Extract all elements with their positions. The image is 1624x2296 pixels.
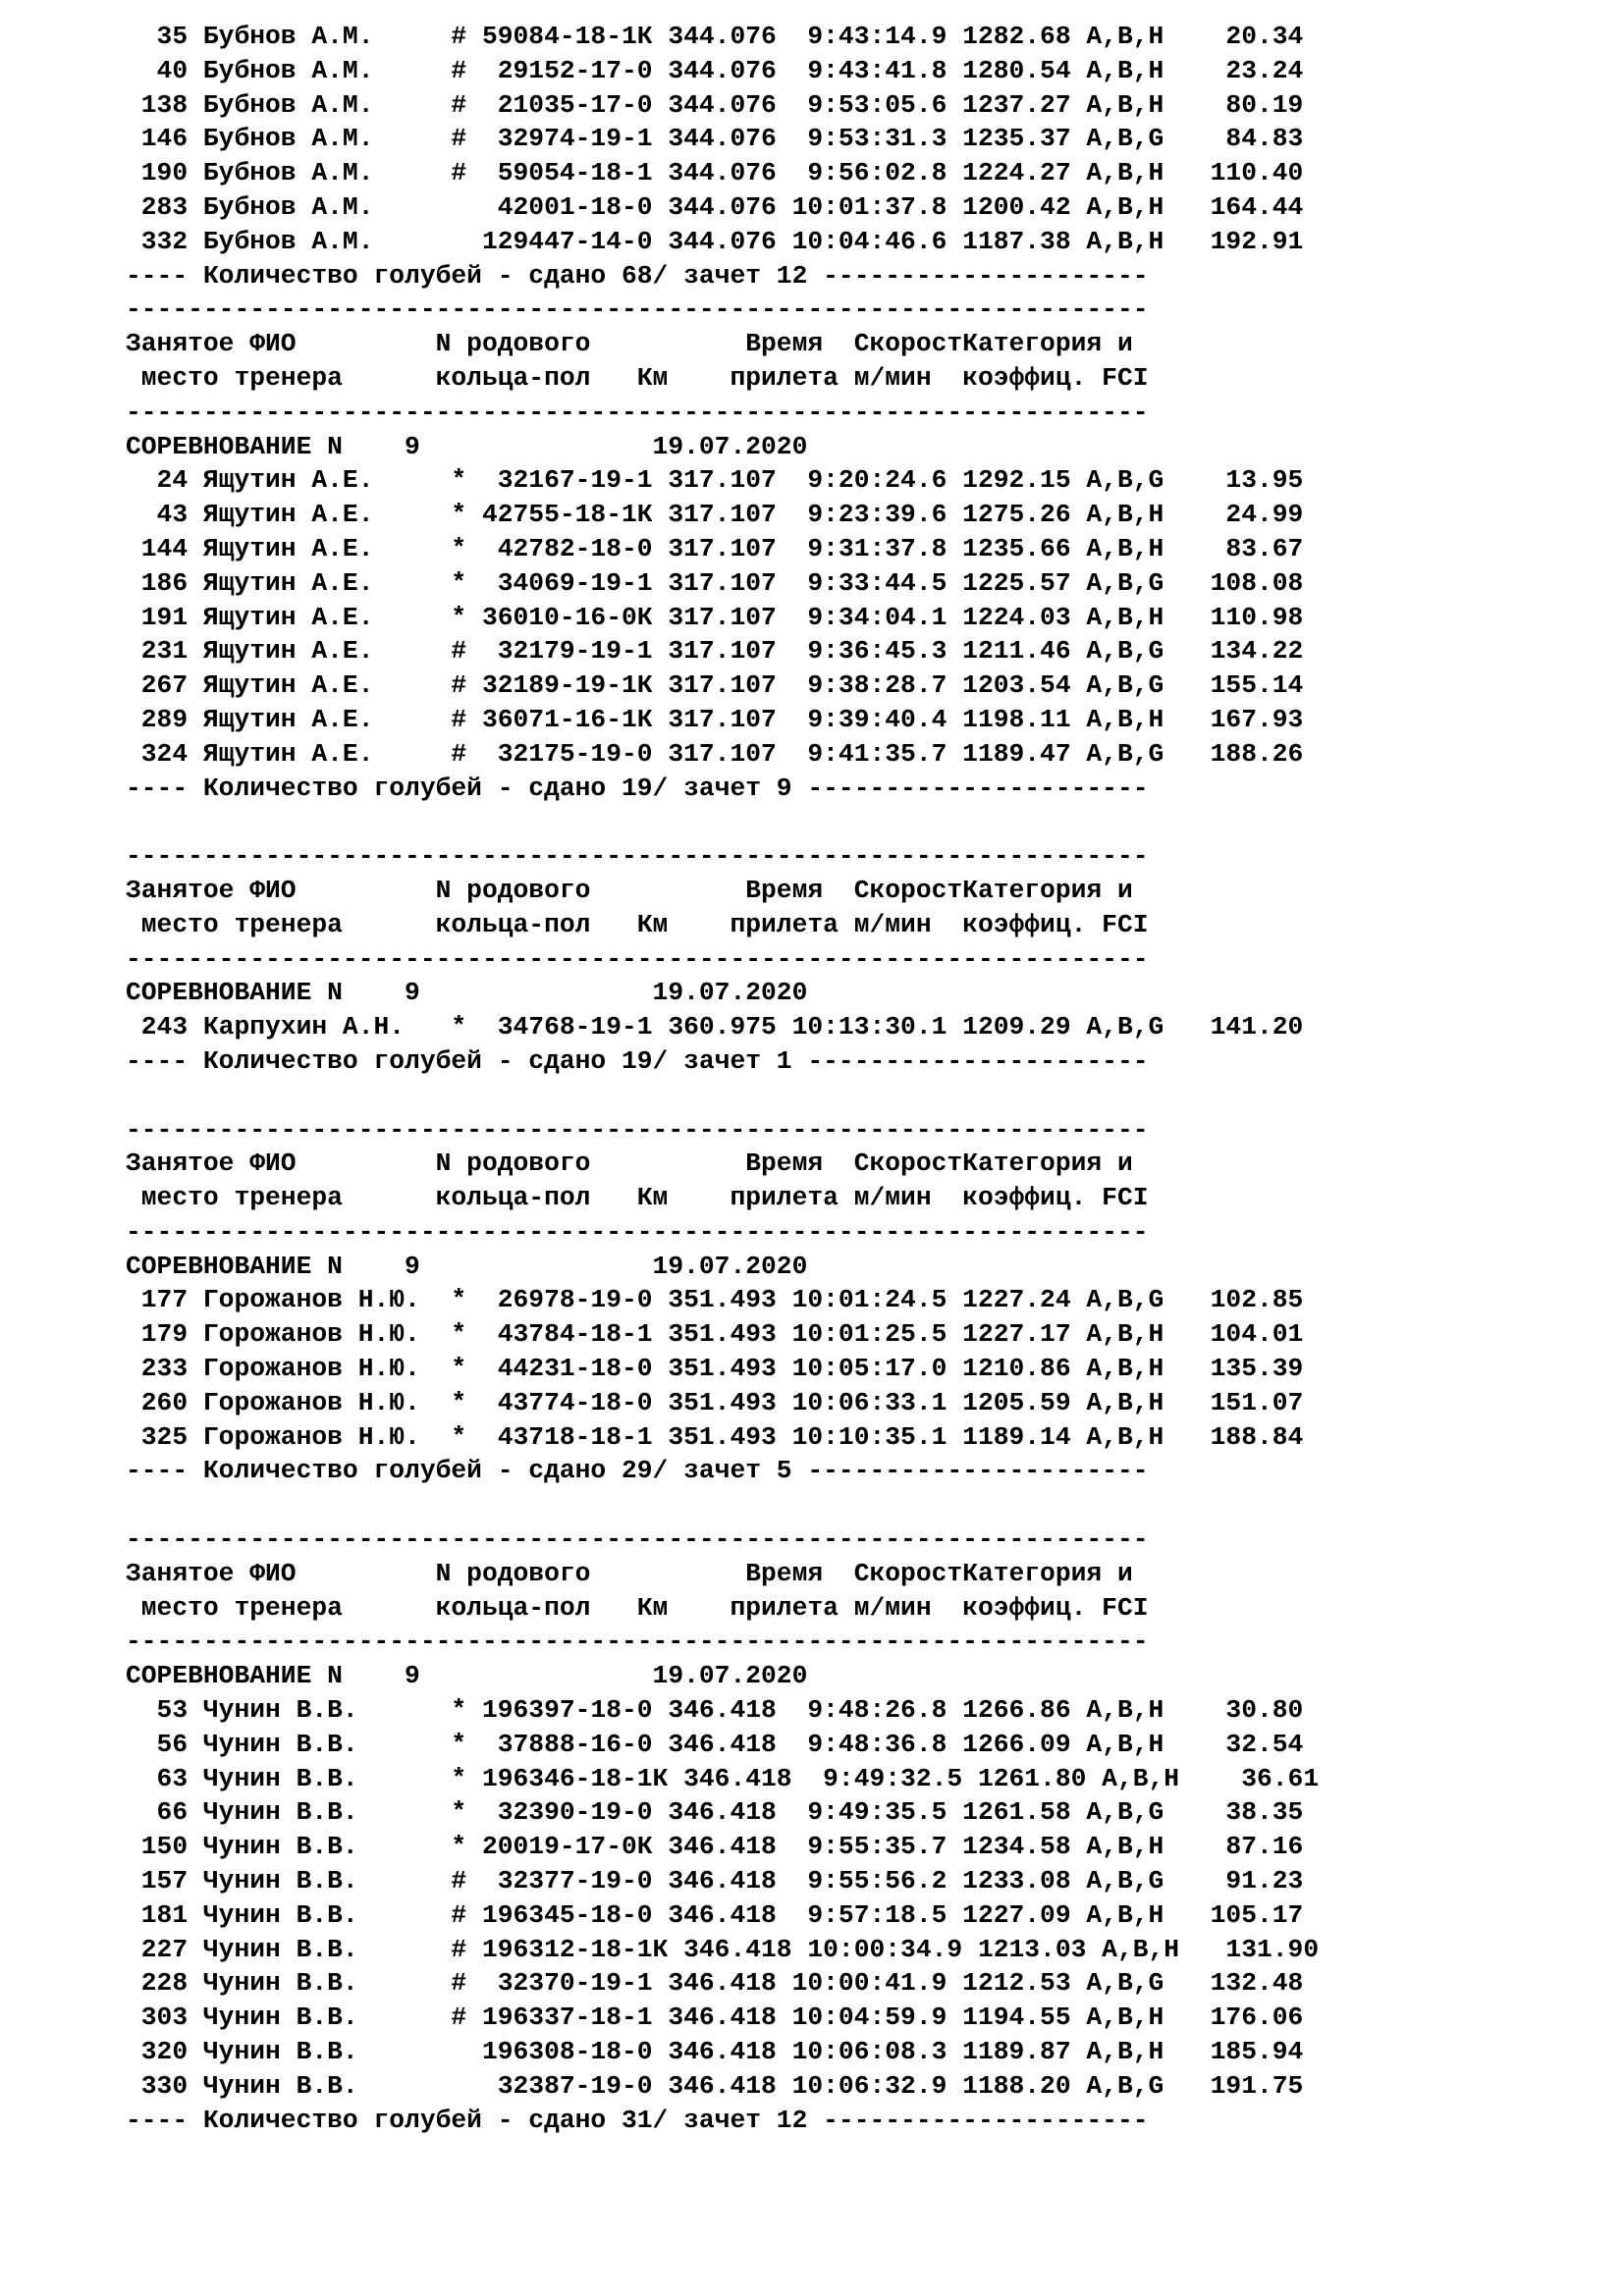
summary-line: ---- Количество голубей - сдано 31/ зачет 12 ---------------------: [126, 2105, 1149, 2135]
summary-line: ---- Количество голубей - сдано 19/ зачет 9 ----------------------: [126, 773, 1149, 803]
table-row: 63 Чунин В.В. * 196346-18-1К 346.418 9:49:32.5 1261.80 A,B,H 36.61: [126, 1763, 1320, 1793]
table-row: 138 Бубнов А.М. # 21035-17-0 344.076 9:53:05.6 1237.27 A,B,H 80.19: [126, 89, 1304, 120]
blank-line: [126, 1488, 1319, 1522]
column-header: Занятое ФИО N родового Время СкоростКатегория и: [126, 1148, 1133, 1179]
table-row: 325 Горожанов Н.Ю. * 43718-18-1 351.493 10:10:35.1 1189.14 A,B,H 188.84: [126, 1421, 1304, 1452]
table-row: 191 Ящутин А.Е. * 36010-16-0К 317.107 9:34:04.1 1224.03 A,B,H 110.98: [126, 602, 1304, 632]
divider: ------------------------------------------------------------------: [126, 1216, 1149, 1247]
table-row: 190 Бубнов А.М. # 59054-18-1 344.076 9:56:02.8 1224.27 A,B,H 110.40: [126, 158, 1304, 188]
divider: ------------------------------------------------------------------: [126, 294, 1149, 325]
column-header: Занятое ФИО N родового Время СкоростКатегория и: [126, 1558, 1133, 1588]
table-row: 150 Чунин В.В. * 20019-17-0К 346.418 9:55:35.7 1234.58 A,B,H 87.16: [126, 1832, 1304, 1862]
blank-line: [126, 805, 1319, 839]
table-row: 157 Чунин В.В. # 32377-19-0 346.418 9:55:56.2 1233.08 A,B,G 91.23: [126, 1866, 1304, 1896]
table-row: 53 Чунин В.В. * 196397-18-0 346.418 9:48:26.8 1266.86 A,B,H 30.80: [126, 1695, 1304, 1726]
summary-line: ---- Количество голубей - сдано 68/ зачет 12 ---------------------: [126, 260, 1149, 291]
table-row: 181 Чунин В.В. # 196345-18-0 346.418 9:57:18.5 1227.09 A,B,H 105.17: [126, 1899, 1304, 1930]
table-row: 228 Чунин В.В. # 32370-19-1 346.418 10:00:41.9 1212.53 A,B,G 132.48: [126, 1968, 1304, 1999]
competition-line: СОРЕВНОВАНИЕ N 9 19.07.2020: [126, 431, 808, 461]
table-row: 146 Бубнов А.М. # 32974-19-1 344.076 9:53:31.3 1235.37 A,B,G 84.83: [126, 124, 1304, 154]
divider: ------------------------------------------------------------------: [126, 1627, 1149, 1657]
divider: ------------------------------------------------------------------: [126, 397, 1149, 427]
results-report: [126, 20, 1319, 2137]
divider: ------------------------------------------------------------------: [126, 1524, 1149, 1555]
table-row: 227 Чунин В.В. # 196312-18-1К 346.418 10:00:34.9 1213.03 A,B,H 131.90: [126, 1934, 1320, 1964]
table-row: 56 Чунин В.В. * 37888-16-0 346.418 9:48:36.8 1266.09 A,B,H 32.54: [126, 1729, 1304, 1759]
column-header: Занятое ФИО N родового Время СкоростКатегория и: [126, 329, 1133, 359]
table-row: 233 Горожанов Н.Ю. * 44231-18-0 351.493 10:05:17.0 1210.86 A,B,H 135.39: [126, 1354, 1304, 1384]
table-row: 332 Бубнов А.М. 129447-14-0 344.076 10:04:46.6 1187.38 A,B,H 192.91: [126, 226, 1304, 256]
table-row: 66 Чунин В.В. * 32390-19-0 346.418 9:49:35.5 1261.58 A,B,G 38.35: [126, 1797, 1304, 1828]
competition-line: СОРЕВНОВАНИЕ N 9 19.07.2020: [126, 1251, 808, 1281]
table-row: 243 Карпухин А.Н. * 34768-19-1 360.975 10:13:30.1 1209.29 A,B,G 141.20: [126, 1012, 1304, 1042]
table-row: 303 Чунин В.В. # 196337-18-1 346.418 10:04:59.9 1194.55 A,B,H 176.06: [126, 2002, 1304, 2033]
blank-line: [126, 1079, 1319, 1113]
summary-line: ---- Количество голубей - сдано 19/ зачет 1 ----------------------: [126, 1045, 1149, 1076]
table-row: 330 Чунин В.В. 32387-19-0 346.418 10:06:32.9 1188.20 A,B,G 191.75: [126, 2070, 1304, 2101]
table-row: 260 Горожанов Н.Ю. * 43774-18-0 351.493 10:06:33.1 1205.59 A,B,H 151.07: [126, 1387, 1304, 1417]
summary-line: ---- Количество голубей - сдано 29/ зачет 5 ----------------------: [126, 1456, 1149, 1486]
table-row: 35 Бубнов А.М. # 59084-18-1К 344.076 9:43:14.9 1282.68 A,B,H 20.34: [126, 22, 1304, 51]
table-row: 40 Бубнов А.М. # 29152-17-0 344.076 9:43:41.8 1280.54 A,B,H 23.24: [126, 55, 1304, 85]
table-row: 186 Ящутин А.Е. * 34069-19-1 317.107 9:33:44.5 1225.57 A,B,G 108.08: [126, 567, 1304, 598]
competition-line: СОРЕВНОВАНИЕ N 9 19.07.2020: [126, 978, 808, 1008]
table-row: 231 Ящутин А.Е. # 32179-19-1 317.107 9:36:45.3 1211.46 A,B,G 134.22: [126, 636, 1304, 667]
column-header: место тренера кольца-пол Км прилета м/мин коэффиц. FCI: [126, 909, 1149, 939]
table-row: 320 Чунин В.В. 196308-18-0 346.418 10:06:08.3 1189.87 A,B,H 185.94: [126, 2037, 1304, 2067]
table-row: 144 Ящутин А.Е. * 42782-18-0 317.107 9:31:37.8 1235.66 A,B,H 83.67: [126, 533, 1304, 563]
competition-line: СОРЕВНОВАНИЕ N 9 19.07.2020: [126, 1661, 808, 1691]
table-row: 324 Ящутин А.Е. # 32175-19-0 317.107 9:41:35.7 1189.47 A,B,G 188.26: [126, 738, 1304, 769]
table-row: 179 Горожанов Н.Ю. * 43784-18-1 351.493 10:01:25.5 1227.17 A,B,H 104.01: [126, 1319, 1304, 1350]
table-row: 43 Ящутин А.Е. * 42755-18-1К 317.107 9:23:39.6 1275.26 A,B,H 24.99: [126, 500, 1304, 530]
table-row: 177 Горожанов Н.Ю. * 26978-19-0 351.493 10:01:24.5 1227.24 A,B,G 102.85: [126, 1285, 1304, 1315]
column-header: место тренера кольца-пол Км прилета м/мин коэффиц. FCI: [126, 1592, 1149, 1623]
column-header: место тренера кольца-пол Км прилета м/мин коэффиц. FCI: [126, 1183, 1149, 1213]
table-row: 283 Бубнов А.М. 42001-18-0 344.076 10:01:37.8 1200.42 A,B,H 164.44: [126, 191, 1304, 222]
column-header: Занятое ФИО N родового Время СкоростКатегория и: [126, 875, 1133, 905]
column-header: место тренера кольца-пол Км прилета м/мин коэффиц. FCI: [126, 362, 1149, 393]
table-row: 24 Ящутин А.Е. * 32167-19-1 317.107 9:20:24.6 1292.15 A,B,G 13.95: [126, 465, 1304, 496]
table-row: 267 Ящутин А.Е. # 32189-19-1К 317.107 9:38:28.7 1203.54 A,B,G 155.14: [126, 670, 1304, 701]
divider: ------------------------------------------------------------------: [126, 841, 1149, 872]
table-row: 289 Ящутин А.Е. # 36071-16-1К 317.107 9:39:40.4 1198.11 A,B,H 167.93: [126, 704, 1304, 734]
divider: ------------------------------------------------------------------: [126, 1114, 1149, 1145]
divider: ------------------------------------------------------------------: [126, 943, 1149, 974]
